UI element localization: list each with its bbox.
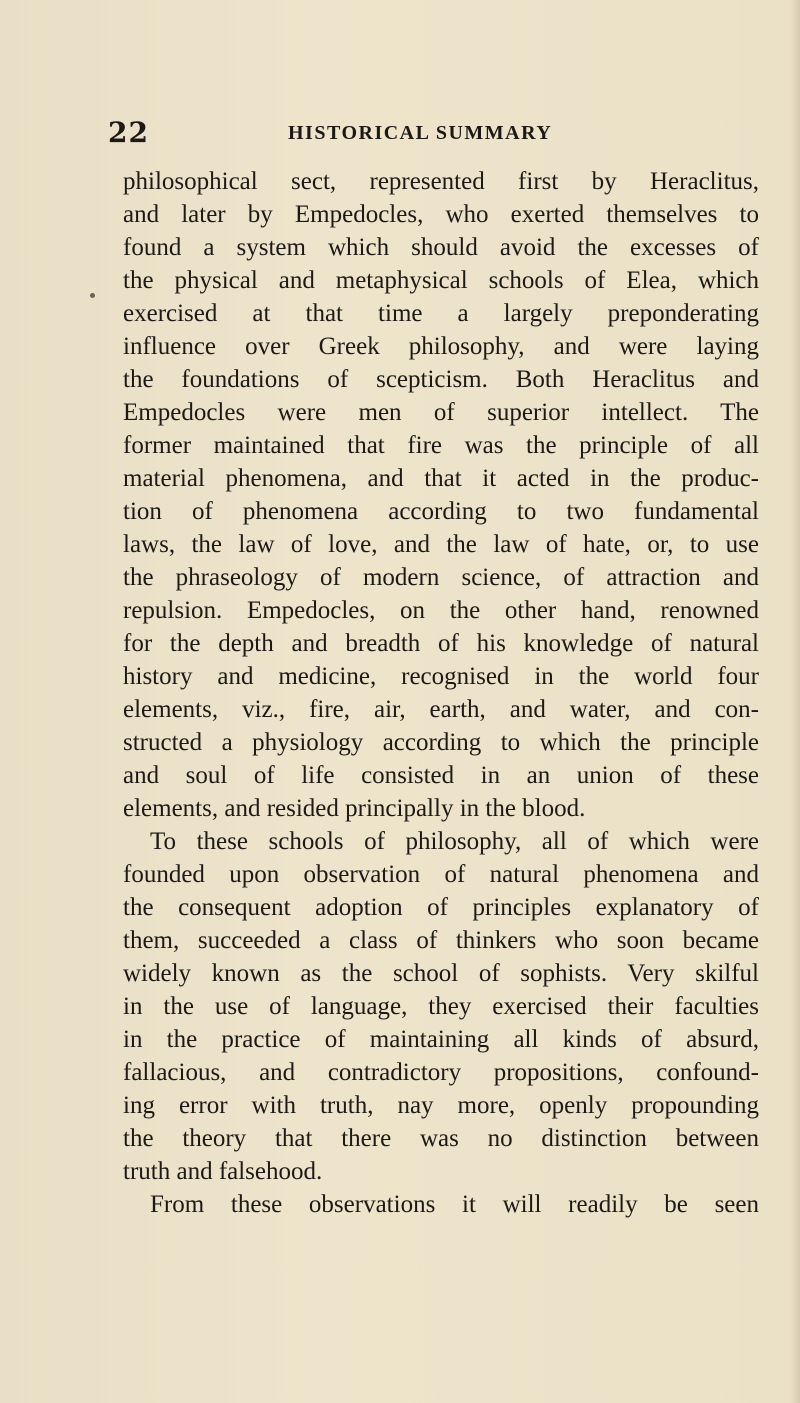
text-line: fallacious, and contradictory propositions, confound- (123, 1059, 759, 1086)
text-line: tion of phenomena according to two fundamental (123, 498, 759, 525)
text-line: exercised at that time a largely preponderating (123, 300, 759, 327)
text-line: elements, and resided principally in the blood. (123, 795, 586, 822)
text-line: the physical and metaphysical schools of Elea, which (123, 267, 759, 294)
text-line: and later by Empedocles, who exerted themselves to (123, 201, 759, 228)
text-line: in the use of language, they exercised their faculties (123, 993, 759, 1020)
running-head: HISTORICAL SUMMARY (288, 122, 553, 144)
text-line: and soul of life consisted in an union of these (123, 762, 759, 789)
margin-mark (90, 293, 95, 298)
text-line: for the depth and breadth of his knowledge of natural (123, 630, 759, 657)
text-line: the phraseology of modern science, of attraction and (123, 564, 759, 591)
text-line: the theory that there was no distinction between (123, 1125, 759, 1152)
text-line: history and medicine, recognised in the world four (123, 663, 759, 690)
text-line: widely known as the school of sophists. Very skilful (123, 960, 759, 987)
text-line: philosophical sect, represented first by Heraclitus, (123, 168, 759, 195)
text-line: elements, viz., fire, air, earth, and water, and con- (123, 696, 759, 723)
page-edge-shadow (790, 0, 800, 1403)
text-line: in the practice of maintaining all kinds of absurd, (123, 1026, 759, 1053)
page-number: 22 (108, 116, 149, 149)
text-line: Empedocles were men of superior intellect. The (123, 399, 759, 426)
text-line: repulsion. Empedocles, on the other hand, renowned (123, 597, 759, 624)
text-line: found a system which should avoid the excesses of (123, 234, 759, 261)
text-line: founded upon observation of natural phenomena and (123, 861, 759, 888)
text-line: laws, the law of love, and the law of hate, or, to use (123, 531, 759, 558)
text-line: truth and falsehood. (123, 1158, 323, 1185)
text-line: material phenomena, and that it acted in the produc- (123, 465, 759, 492)
text-line: structed a physiology according to which the principle (123, 729, 759, 756)
text-line: influence over Greek philosophy, and were laying (123, 333, 759, 360)
text-line: the consequent adoption of principles explanatory of (123, 894, 759, 921)
text-line: ing error with truth, nay more, openly propounding (123, 1092, 759, 1119)
text-line: the foundations of scepticism. Both Heraclitus and (123, 366, 759, 393)
text-line: From these observations it will readily be seen (150, 1191, 759, 1218)
text-line: them, succeeded a class of thinkers who soon became (123, 927, 759, 954)
text-line: former maintained that fire was the principle of all (123, 432, 759, 459)
text-line: To these schools of philosophy, all of which were (150, 828, 759, 855)
page-header (108, 116, 748, 152)
